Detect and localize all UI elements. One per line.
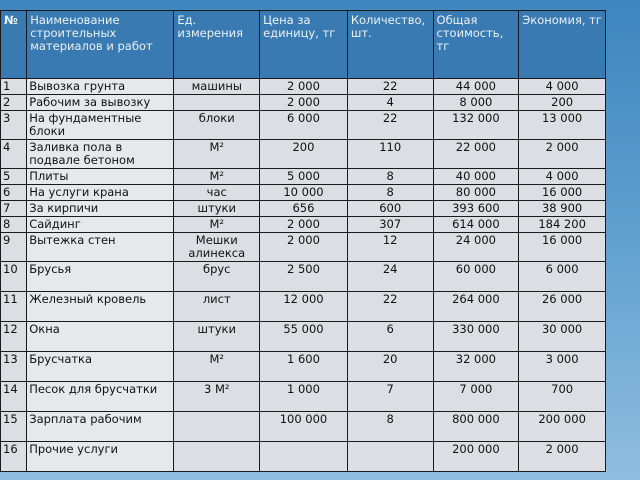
cell-unit: штуки	[174, 322, 260, 352]
cell-saving: 4 000	[519, 169, 606, 185]
cell-name: Железный кровель	[27, 292, 174, 322]
cell-saving: 4 000	[519, 79, 606, 95]
cell-num: 12	[1, 322, 27, 352]
cell-total: 7 000	[433, 382, 519, 412]
cell-num: 16	[1, 442, 27, 472]
cell-price: 5 000	[260, 169, 348, 185]
cell-total: 24 000	[433, 233, 519, 262]
cell-price: 656	[260, 201, 348, 217]
cell-unit: машины	[174, 79, 260, 95]
cell-total: 22 000	[433, 140, 519, 169]
cell-total: 330 000	[433, 322, 519, 352]
cell-total: 132 000	[433, 111, 519, 140]
cell-unit: М²	[174, 352, 260, 382]
table-row	[1, 79, 606, 95]
cell-unit: штуки	[174, 201, 260, 217]
cell-qty: 6	[347, 322, 433, 352]
cell-unit: лист	[174, 292, 260, 322]
table-row	[1, 233, 606, 262]
cell-saving: 38 900	[519, 201, 606, 217]
cell-num: 13	[1, 352, 27, 382]
cell-num: 6	[1, 185, 27, 201]
cell-name: Сайдинг	[27, 217, 174, 233]
cell-num: 3	[1, 111, 27, 140]
header-name: Наименование строительных материалов и работ	[27, 11, 174, 79]
cell-num: 8	[1, 217, 27, 233]
cell-qty: 8	[347, 185, 433, 201]
cell-total: 614 000	[433, 217, 519, 233]
cell-price: 2 000	[260, 217, 348, 233]
cell-name: Прочие услуги	[27, 442, 174, 472]
cost-table	[0, 10, 606, 472]
cell-qty: 110	[347, 140, 433, 169]
cell-total: 40 000	[433, 169, 519, 185]
cell-price: 10 000	[260, 185, 348, 201]
cell-name: Заливка пола в подвале бетоном	[27, 140, 174, 169]
cell-name: За кирпичи	[27, 201, 174, 217]
cell-name: На фундаментные блоки	[27, 111, 174, 140]
table-row	[1, 262, 606, 292]
table-row	[1, 140, 606, 169]
cell-total: 264 000	[433, 292, 519, 322]
header-price: Цена за единицу, тг	[260, 11, 348, 79]
cell-qty	[347, 442, 433, 472]
cell-qty: 7	[347, 382, 433, 412]
cell-saving: 184 200	[519, 217, 606, 233]
cell-total: 800 000	[433, 412, 519, 442]
cell-total: 32 000	[433, 352, 519, 382]
cell-total: 393 600	[433, 201, 519, 217]
cell-saving: 200	[519, 95, 606, 111]
cell-price: 55 000	[260, 322, 348, 352]
cell-name: Плиты	[27, 169, 174, 185]
cell-unit: М²	[174, 140, 260, 169]
cell-num: 7	[1, 201, 27, 217]
cell-saving: 700	[519, 382, 606, 412]
cell-num: 10	[1, 262, 27, 292]
cell-price	[260, 442, 348, 472]
cell-qty: 24	[347, 262, 433, 292]
header-row	[1, 11, 606, 79]
cell-qty: 22	[347, 79, 433, 95]
cell-qty: 8	[347, 412, 433, 442]
cell-saving: 6 000	[519, 262, 606, 292]
cell-price: 12 000	[260, 292, 348, 322]
cell-num: 4	[1, 140, 27, 169]
cell-saving: 16 000	[519, 233, 606, 262]
cell-qty: 600	[347, 201, 433, 217]
cell-qty: 22	[347, 111, 433, 140]
cell-unit	[174, 442, 260, 472]
header-unit: Ед. измерения	[174, 11, 260, 79]
cell-total: 60 000	[433, 262, 519, 292]
table-row	[1, 442, 606, 472]
cell-num: 9	[1, 233, 27, 262]
cell-saving: 200 000	[519, 412, 606, 442]
cell-saving: 2 000	[519, 442, 606, 472]
cell-name: Брусья	[27, 262, 174, 292]
cell-name: Вытежка стен	[27, 233, 174, 262]
table-row	[1, 352, 606, 382]
cell-saving: 13 000	[519, 111, 606, 140]
cell-price: 2 000	[260, 95, 348, 111]
header-total: Общая стоимость, тг	[433, 11, 519, 79]
table-row	[1, 382, 606, 412]
cell-unit: час	[174, 185, 260, 201]
cell-name: Рабочим за вывозку	[27, 95, 174, 111]
cell-saving: 26 000	[519, 292, 606, 322]
table-row	[1, 322, 606, 352]
cell-unit: блоки	[174, 111, 260, 140]
cell-unit	[174, 412, 260, 442]
cell-num: 14	[1, 382, 27, 412]
cell-qty: 4	[347, 95, 433, 111]
table-row	[1, 95, 606, 111]
cell-num: 5	[1, 169, 27, 185]
cell-saving: 16 000	[519, 185, 606, 201]
table-body	[1, 79, 606, 472]
header-qty: Количество, шт.	[347, 11, 433, 79]
cell-qty: 20	[347, 352, 433, 382]
cell-saving: 30 000	[519, 322, 606, 352]
table-row	[1, 217, 606, 233]
table-row	[1, 292, 606, 322]
cell-saving: 3 000	[519, 352, 606, 382]
cell-num: 15	[1, 412, 27, 442]
header-saving: Экономия, тг	[519, 11, 606, 79]
cell-qty: 307	[347, 217, 433, 233]
cell-num: 1	[1, 79, 27, 95]
cell-price: 2 000	[260, 233, 348, 262]
cell-qty: 12	[347, 233, 433, 262]
cell-price: 2 500	[260, 262, 348, 292]
cell-total: 200 000	[433, 442, 519, 472]
cell-price: 1 000	[260, 382, 348, 412]
cell-name: Зарплата рабочим	[27, 412, 174, 442]
cell-total: 44 000	[433, 79, 519, 95]
cell-unit: брус	[174, 262, 260, 292]
cell-unit	[174, 95, 260, 111]
cell-name: На услуги крана	[27, 185, 174, 201]
cell-num: 2	[1, 95, 27, 111]
cell-price: 2 000	[260, 79, 348, 95]
cell-name: Окна	[27, 322, 174, 352]
cell-num: 11	[1, 292, 27, 322]
cell-total: 8 000	[433, 95, 519, 111]
cell-price: 200	[260, 140, 348, 169]
cell-saving: 2 000	[519, 140, 606, 169]
cell-unit: 3 М²	[174, 382, 260, 412]
header-num: №	[1, 11, 27, 79]
cell-unit: М²	[174, 217, 260, 233]
cell-price: 1 600	[260, 352, 348, 382]
cell-price: 100 000	[260, 412, 348, 442]
cell-unit: М²	[174, 169, 260, 185]
cell-name: Брусчатка	[27, 352, 174, 382]
cell-total: 80 000	[433, 185, 519, 201]
cell-qty: 22	[347, 292, 433, 322]
table-row	[1, 201, 606, 217]
table-row	[1, 111, 606, 140]
cell-price: 6 000	[260, 111, 348, 140]
table-row	[1, 412, 606, 442]
cell-unit: Мешки алинекса	[174, 233, 260, 262]
cell-name: Вывозка грунта	[27, 79, 174, 95]
table-row	[1, 185, 606, 201]
cell-qty: 8	[347, 169, 433, 185]
table-row	[1, 169, 606, 185]
cell-name: Песок для брусчатки	[27, 382, 174, 412]
